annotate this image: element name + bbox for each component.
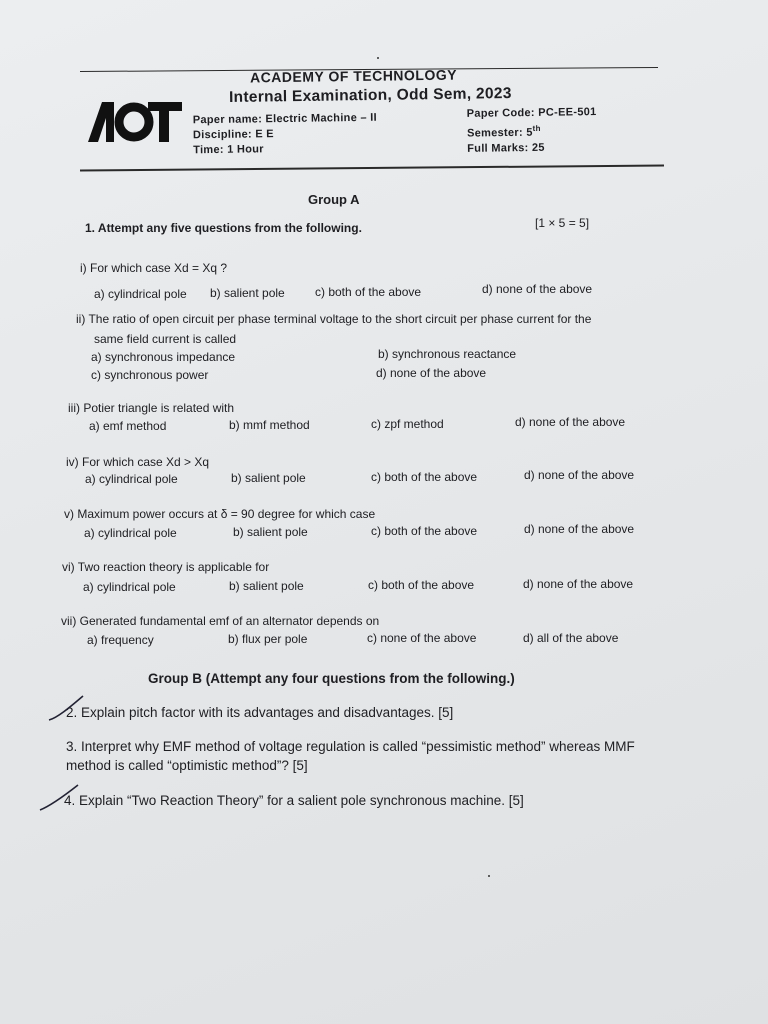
header-left-info [193, 111, 378, 159]
option: a) emf method [89, 419, 167, 433]
option: b) salient pole [210, 286, 285, 300]
institute-title: ACADEMY OF TECHNOLOGY [249, 66, 458, 86]
question-4: 4. Explain “Two Reaction Theory” for a salient pole synchronous machine. [5] [64, 793, 524, 808]
option: c) none of the above [367, 631, 477, 645]
option: c) synchronous power [91, 368, 209, 382]
option: a) frequency [87, 633, 154, 647]
speck [488, 875, 490, 877]
option: d) none of the above [515, 415, 626, 429]
semester: Semester: 5 [466, 126, 533, 140]
option: b) synchronous reactance [378, 347, 517, 361]
semester-sup: th [532, 123, 541, 133]
semester-line [467, 120, 597, 141]
option: c) both of the above [368, 578, 475, 592]
option: c) both of the above [371, 470, 478, 484]
option: c) both of the above [315, 285, 422, 299]
option: d) none of the above [482, 282, 593, 296]
option: d) none of the above [524, 522, 635, 536]
pen-tick-mark [47, 694, 87, 724]
question-iv: iv) For which case Xd > Xq [66, 455, 210, 469]
option: b) salient pole [231, 471, 306, 485]
option: a) cylindrical pole [85, 472, 178, 486]
question-vi: vi) Two reaction theory is applicable for [62, 560, 270, 574]
question-vii: vii) Generated fundamental emf of an alternator depends on [61, 614, 380, 628]
question-v: v) Maximum power occurs at δ = 90 degree for which case [64, 507, 376, 521]
option: c) both of the above [371, 524, 478, 538]
time: Time: 1 Hour [193, 143, 264, 157]
question-ii: ii) The ratio of open circuit per phase terminal voltage to the short circuit per phase current for the [76, 312, 592, 326]
option: a) cylindrical pole [84, 526, 177, 540]
question-iii: iii) Potier triangle is related with [68, 401, 235, 415]
option: d) none of the above [524, 468, 635, 482]
group-a-marks: [1 × 5 = 5] [535, 216, 590, 230]
option: c) zpf method [371, 417, 444, 431]
discipline: Discipline: E E [192, 128, 274, 142]
option: d) all of the above [523, 631, 619, 645]
question-ii-cont: same field current is called [94, 332, 237, 346]
question-i: i) For which case Xd = Xq ? [80, 261, 228, 275]
question-3: 3. Interpret why EMF method of voltage regulation is called “pessimistic method” whereas MMF [66, 739, 635, 754]
aot-logo [88, 100, 184, 144]
group-a-instruction: 1. Attempt any five questions from the following. [85, 221, 362, 235]
option: d) none of the above [376, 366, 487, 380]
group-b-title: Group B (Attempt any four questions from the following.) [148, 671, 515, 686]
exam-title: Internal Examination, Odd Sem, 2023 [228, 85, 512, 106]
option: b) salient pole [233, 525, 308, 539]
speck [377, 57, 379, 59]
option: d) none of the above [523, 577, 634, 591]
paper-name: Paper name: Electric Machine – II [192, 111, 377, 127]
full-marks: Full Marks: 25 [467, 141, 545, 155]
paper-code: Paper Code: PC-EE-501 [466, 106, 597, 120]
option: a) cylindrical pole [94, 287, 187, 301]
header-right-info [467, 105, 597, 156]
option: b) salient pole [229, 579, 304, 593]
option: a) cylindrical pole [83, 580, 176, 594]
option: b) mmf method [229, 418, 310, 432]
bottom-header-rule [80, 164, 664, 171]
question-3-cont: method is called “optimistic method”? [5] [66, 758, 308, 773]
group-a-title: Group A [308, 192, 360, 207]
option: b) flux per pole [228, 632, 308, 646]
option: a) synchronous impedance [91, 350, 236, 364]
question-2: 2. Explain pitch factor with its advantages and disadvantages. [5] [66, 705, 454, 720]
pen-tick-mark [38, 782, 80, 812]
